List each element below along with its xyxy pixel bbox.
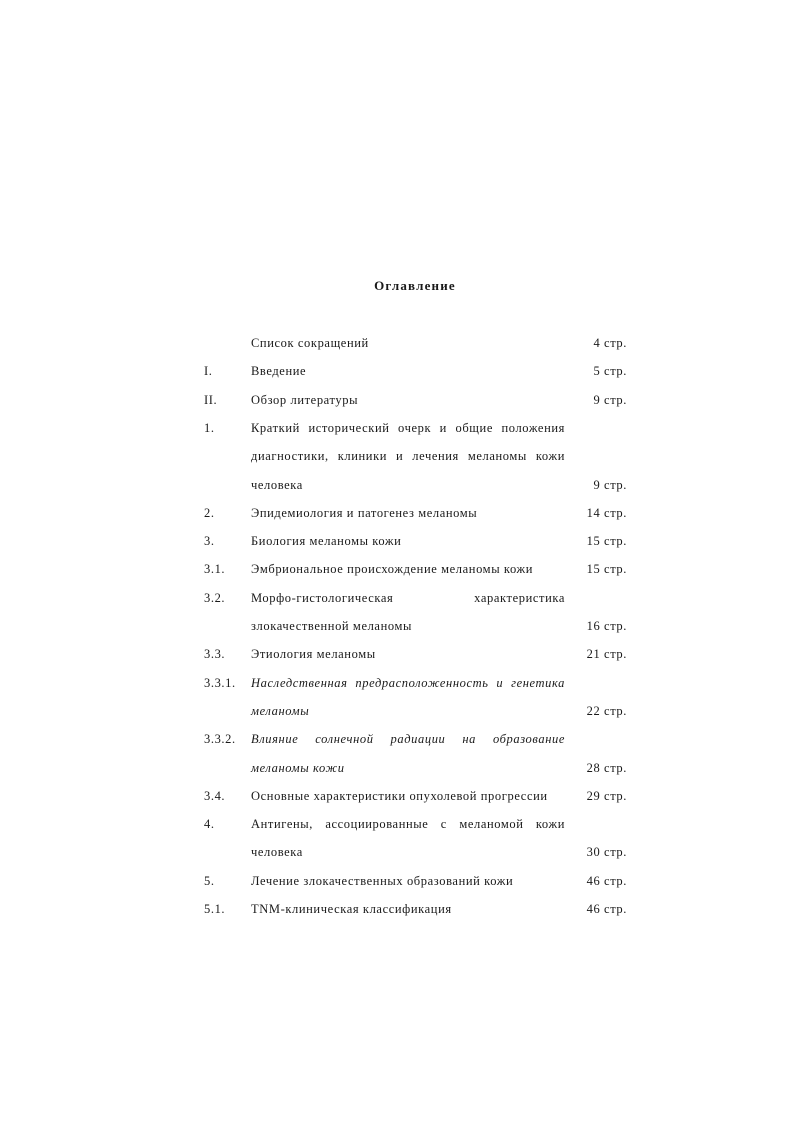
toc-entry-page: 5 стр. xyxy=(593,364,627,379)
toc-entry-number: 3.3.2. xyxy=(204,732,236,747)
toc-entry-page: 15 стр. xyxy=(586,534,627,549)
toc-entry-title: Влияние солнечной радиации на образование xyxy=(251,732,565,747)
toc-line xyxy=(0,363,795,379)
toc-entry-page: 30 стр. xyxy=(586,845,627,860)
toc-line xyxy=(0,788,795,804)
toc-line xyxy=(0,533,795,549)
toc-entry-number: I. xyxy=(204,364,213,379)
toc-line xyxy=(0,646,795,662)
toc-entry-page: 46 стр. xyxy=(586,902,627,916)
toc-entry-page: 14 стр. xyxy=(586,505,627,520)
toc-entry-number: 3.2. xyxy=(204,590,226,605)
toc-entry-page: 9 стр. xyxy=(593,477,627,492)
page-title: Оглавление xyxy=(374,278,456,293)
toc-entry-title: Этиология меланомы xyxy=(251,647,376,662)
toc-entry-page: 22 стр. xyxy=(586,703,627,718)
toc-entry-page: 29 стр. xyxy=(586,788,627,803)
toc-entry-title: меланомы кожи xyxy=(251,760,345,775)
toc-line xyxy=(0,816,795,832)
toc-line xyxy=(0,760,795,776)
toc-entry-title: Обзор литературы xyxy=(251,392,359,407)
toc-entry-title: Введение xyxy=(251,364,307,379)
toc-entry-page: 9 стр. xyxy=(593,392,627,407)
toc-entry-title: человека xyxy=(251,477,303,492)
toc-line xyxy=(0,477,795,493)
toc-entry-page: 28 стр. xyxy=(586,760,627,775)
toc-entry-number: 4. xyxy=(204,817,215,832)
toc-line xyxy=(0,420,795,436)
toc-entry-title: Наследственная предрасположенность и генетика xyxy=(251,675,565,690)
toc-entry-page: 21 стр. xyxy=(586,647,627,662)
toc-entry-title: Основные характеристики опухолевой прогрессии xyxy=(251,788,548,803)
toc-line xyxy=(0,618,795,634)
toc-entry-page: 15 стр. xyxy=(586,562,627,577)
toc-entry-title: Эмбриональное происхождение меланомы кожи xyxy=(251,562,534,577)
toc-entry-number: 3.3. xyxy=(204,647,226,662)
toc-entry-title: Краткий исторический очерк и общие положения xyxy=(251,420,565,435)
toc-entry-number: 2. xyxy=(204,505,215,520)
toc-entry-number: 5.1. xyxy=(204,902,226,916)
toc-line xyxy=(0,844,795,860)
toc-entry-title: человека xyxy=(251,845,303,860)
toc-line xyxy=(0,873,795,889)
toc-entry-number: 5. xyxy=(204,873,215,888)
toc-entry-number: 1. xyxy=(204,420,215,435)
toc-line xyxy=(0,335,795,351)
toc-line xyxy=(0,901,795,917)
toc-entry-title: Биология меланомы кожи xyxy=(251,534,402,549)
toc-entry-page: 4 стр. xyxy=(593,336,627,350)
toc-line xyxy=(0,448,795,464)
toc-line xyxy=(0,731,795,747)
toc-entry-number: 3. xyxy=(204,534,215,549)
toc-entry-number: 3.4. xyxy=(204,788,226,803)
toc-entry-title: TNM-клиническая классификация xyxy=(251,902,452,916)
toc-entry-title: Лечение злокачественных образований кожи xyxy=(251,873,514,888)
toc-entry-title: диагностики, клиники и лечения меланомы кожи xyxy=(251,449,565,464)
toc-entry-page: 16 стр. xyxy=(586,619,627,633)
toc-line xyxy=(0,505,795,521)
toc-line xyxy=(0,561,795,577)
toc-line xyxy=(0,392,795,408)
toc-entry-title: Антигены, ассоциированные с меланомой кожи xyxy=(251,817,565,832)
toc-line xyxy=(0,675,795,691)
toc-entry-title: Морфо-гистологическая характеристика xyxy=(251,590,565,605)
toc-entry-title: Список сокращений xyxy=(251,336,369,350)
toc-entry-title: меланомы xyxy=(251,703,310,718)
toc-entry-title: Эпидемиология и патогенез меланомы xyxy=(251,505,478,520)
toc-line xyxy=(0,703,795,719)
toc-entry-number: II. xyxy=(204,392,218,407)
toc-line xyxy=(0,590,795,606)
toc-entry-number: 3.3.1. xyxy=(204,675,236,690)
toc-entry-number: 3.1. xyxy=(204,562,226,577)
toc-entry-title: злокачественной меланомы xyxy=(251,619,412,633)
toc-entry-page: 46 стр. xyxy=(586,873,627,888)
